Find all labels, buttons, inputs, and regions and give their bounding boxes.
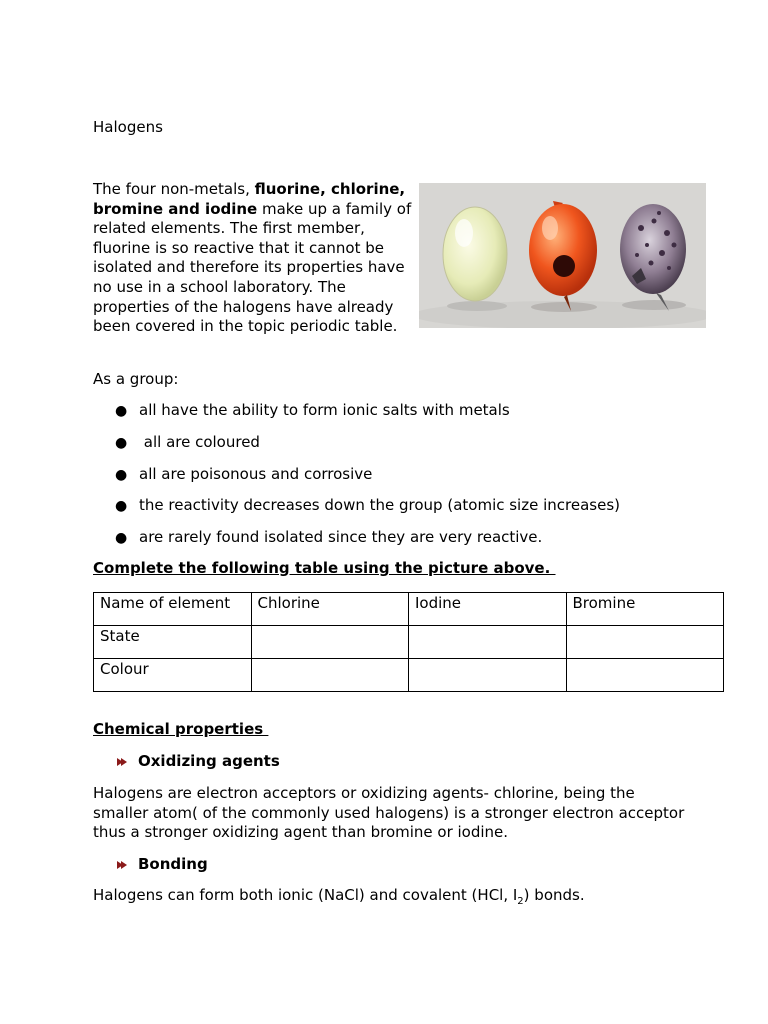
table-header-cell: Chlorine bbox=[251, 593, 409, 626]
list-item-text: are rarely found isolated since they are very reactive. bbox=[139, 528, 543, 546]
list-item-text: all are coloured bbox=[139, 433, 260, 451]
table-cell[interactable] bbox=[409, 626, 567, 659]
list-item bbox=[115, 527, 542, 547]
oxidizing-agents-text: Halogens are electron acceptors or oxidizing agents- chlorine, being the smaller atom( of the commonly used halogens) is a stronger electron acceptor thus a stronger oxidizing agent than bromine or iodine. bbox=[93, 784, 685, 842]
table-row-label: Colour bbox=[94, 659, 252, 692]
bullet-icon: ● bbox=[115, 435, 128, 451]
arrow-bullet-icon bbox=[116, 756, 128, 768]
intro-bold-elements: fluorine, chlorine, bromine and iodine bbox=[93, 180, 406, 218]
intro-paragraph bbox=[93, 180, 415, 337]
bullet-icon: ● bbox=[115, 498, 128, 514]
page-title: Halogens bbox=[93, 118, 163, 136]
table-cell[interactable] bbox=[251, 626, 409, 659]
table-cell[interactable] bbox=[566, 626, 724, 659]
section-bonding bbox=[116, 854, 208, 874]
element-table bbox=[93, 592, 724, 692]
bullet-icon: ● bbox=[115, 403, 128, 419]
chemical-properties-heading: Chemical properties bbox=[93, 720, 269, 738]
section-title: Bonding bbox=[138, 855, 208, 873]
bullet-icon: ● bbox=[115, 467, 128, 483]
table-row bbox=[94, 626, 724, 659]
subscript-2: 2 bbox=[517, 896, 524, 907]
bonding-text-a: Halogens can form both ionic (NaCl) and covalent (HCl, I bbox=[93, 886, 518, 904]
table-cell[interactable] bbox=[566, 659, 724, 692]
table-header-cell: Iodine bbox=[409, 593, 567, 626]
bonding-text-b: ) bonds. bbox=[523, 886, 585, 904]
table-row-label: State bbox=[94, 626, 252, 659]
list-item-text: the reactivity decreases down the group (atomic size increases) bbox=[139, 496, 620, 514]
halogen-flasks-photo bbox=[419, 183, 706, 328]
table-header-cell: Name of element bbox=[94, 593, 252, 626]
table-header-row bbox=[94, 593, 724, 626]
intro-lead: The four non-metals, bbox=[93, 180, 255, 198]
list-item bbox=[115, 432, 260, 452]
list-item-text: all are poisonous and corrosive bbox=[139, 465, 373, 483]
list-item-text: all have the ability to form ionic salts with metals bbox=[139, 401, 510, 419]
table-cell[interactable] bbox=[409, 659, 567, 692]
list-item bbox=[115, 400, 510, 420]
intro-rest: make up a family of related elements. The first member, fluorine is so reactive that it cannot be isolated and therefore its properties have no use in a school laboratory. The properties of the halogens have already been covered in the topic periodic table. bbox=[93, 199, 412, 336]
table-row bbox=[94, 659, 724, 692]
section-oxidizing-agents bbox=[116, 751, 280, 771]
table-cell[interactable] bbox=[251, 659, 409, 692]
arrow-bullet-icon bbox=[116, 859, 128, 871]
section-title: Oxidizing agents bbox=[138, 752, 280, 770]
table-heading: Complete the following table using the picture above. bbox=[93, 559, 556, 577]
group-label: As a group: bbox=[93, 370, 179, 388]
table-header-cell: Bromine bbox=[566, 593, 724, 626]
bullet-icon: ● bbox=[115, 530, 128, 546]
list-item bbox=[115, 495, 620, 515]
bonding-text bbox=[93, 886, 693, 912]
list-item bbox=[115, 464, 372, 484]
